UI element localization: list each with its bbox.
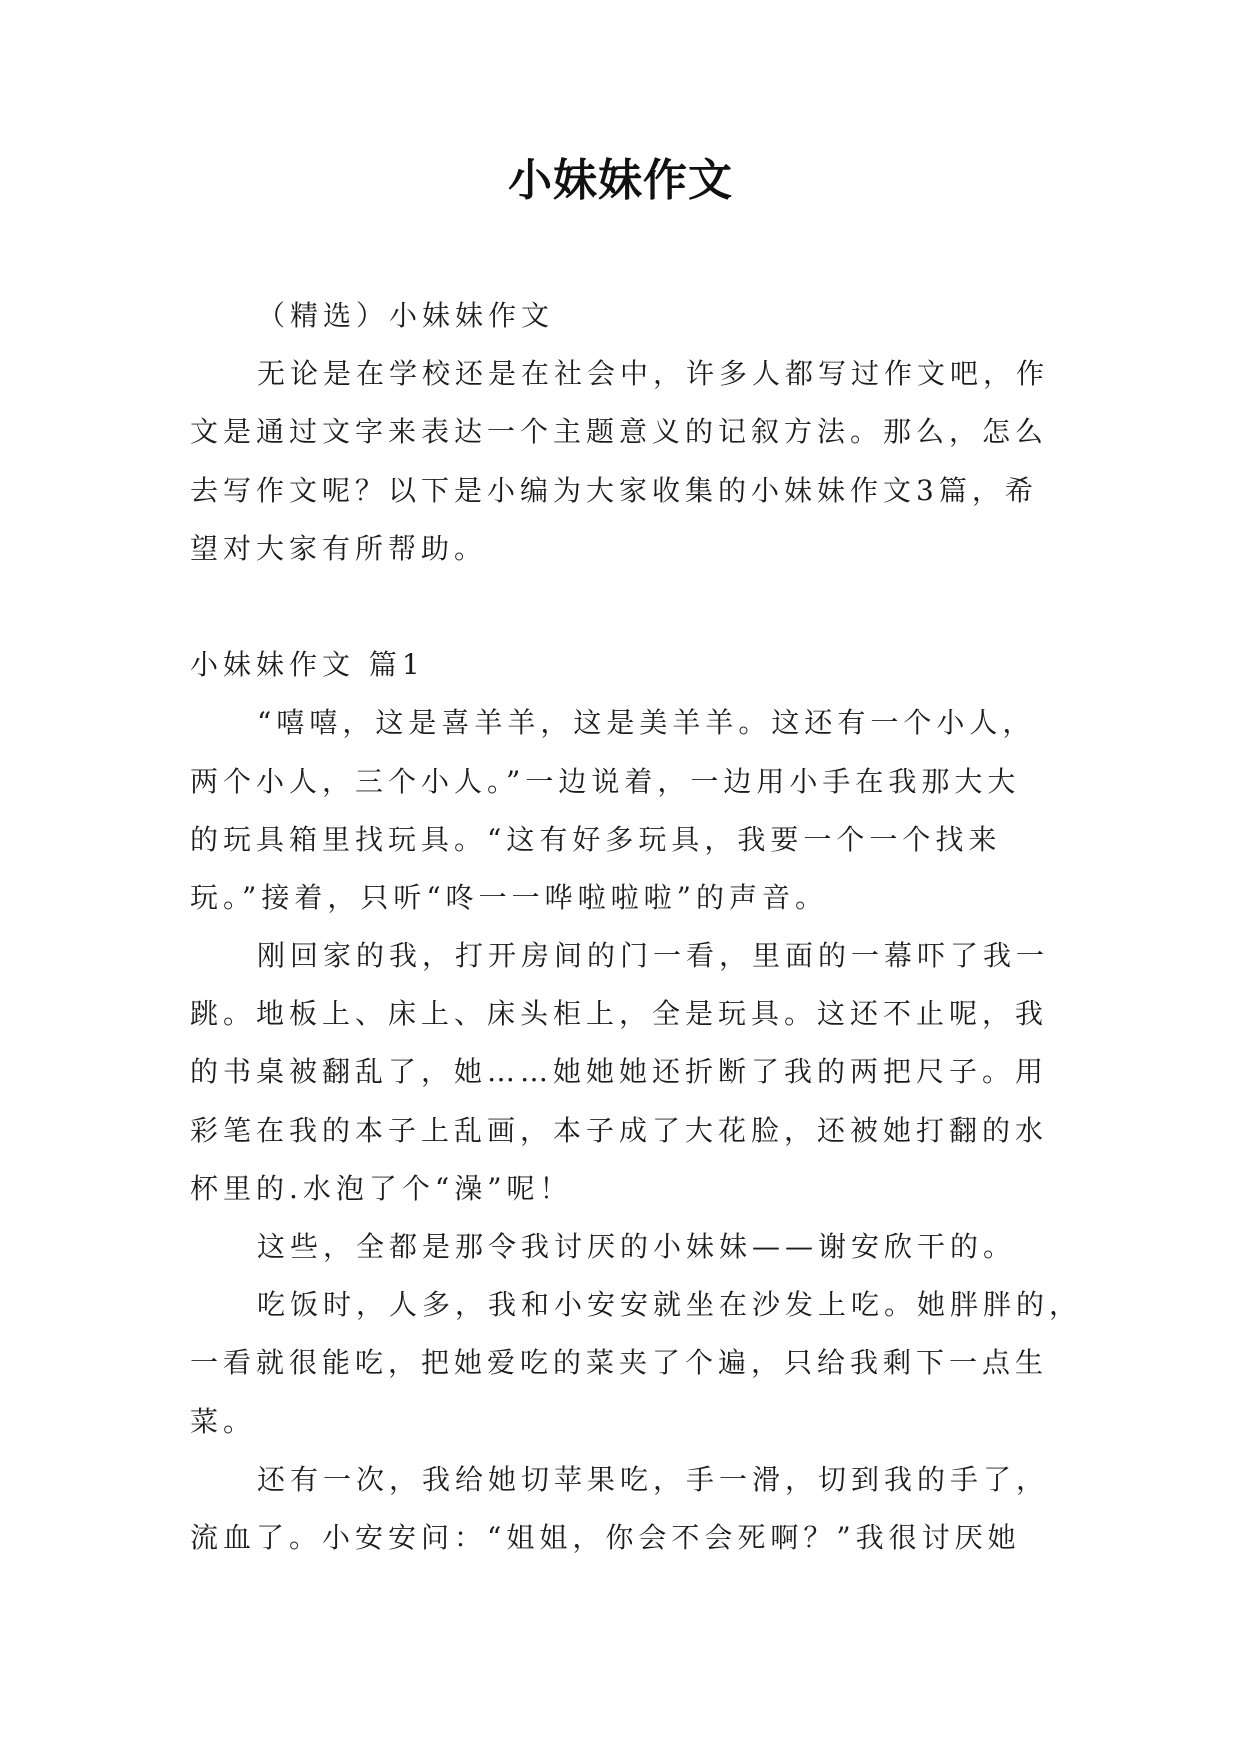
paragraph — [190, 345, 1090, 578]
paragraph-line: 两个小人，三个小人。”一边说着，一边用小手在我那大大 — [190, 764, 1021, 798]
document-body — [190, 287, 1090, 1567]
paragraph — [190, 1276, 1090, 1451]
intro-label: （精选）小妹妹作文 — [257, 299, 555, 332]
paragraph-line: 刚回家的我，打开房间的门一看，里面的一幕吓了我一 — [257, 939, 1050, 973]
paragraph-line: “嘻嘻，这是喜羊羊，这是美羊羊。这还有一个小人， — [257, 706, 1036, 740]
paragraph — [190, 927, 1090, 1218]
paragraph-line: 文是通过文字来表达一个主题意义的记叙方法。那么，怎么 — [190, 415, 1049, 449]
paragraph-line: 无论是在学校还是在社会中，许多人都写过作文吧，作 — [257, 357, 1050, 391]
paragraph-line: 的玩具箱里找玩具。“这有好多玩具，我要一个一个找来 — [190, 822, 1002, 856]
paragraph-line: 菜。 — [190, 1404, 257, 1438]
paragraph-line: 流血了。小安安问：“姐姐，你会不会死啊？”我很讨厌她 — [190, 1520, 1021, 1554]
intro-section — [190, 287, 1090, 578]
paragraph — [190, 1451, 1090, 1567]
paragraph-line: 还有一次，我给她切苹果吃，手一滑，切到我的手了， — [257, 1462, 1050, 1496]
paragraph-line: 彩笔在我的本子上乱画，本子成了大花脸，还被她打翻的水 — [190, 1113, 1049, 1147]
paragraph-line: 杯里的.水泡了个“澡”呢！ — [190, 1171, 573, 1205]
paragraph-line: 这些，全都是那令我讨厌的小妹妹——谢安欣干的。 — [257, 1230, 1017, 1263]
document-title: 小妹妹作文 — [508, 155, 733, 206]
article-section — [190, 636, 1090, 1567]
paragraph-line: 玩。”接着，只听“咚一一哗啦啦啦”的声音。 — [190, 880, 828, 914]
paragraph-line: 跳。地板上、床上、床头柜上，全是玩具。这还不止呢，我 — [190, 997, 1049, 1031]
paragraph-line: 望对大家有所帮助。 — [190, 531, 488, 565]
paragraph — [190, 694, 1090, 927]
blank-line — [190, 578, 1090, 636]
paragraph — [190, 1218, 1090, 1276]
paragraph-line: 的书桌被翻乱了，她……她她她还折断了我的两把尺子。用 — [190, 1055, 1049, 1089]
paragraph-line: 一看就很能吃，把她爱吃的菜夹了个遍，只给我剩下一点生 — [190, 1346, 1049, 1380]
paragraph-line: 吃饭时，人多，我和小安安就坐在沙发上吃。她胖胖的， — [257, 1288, 1083, 1322]
paragraph-line: 去写作文呢？以下是小编为大家收集的小妹妹作文3篇，希 — [190, 473, 1038, 507]
section-heading: 小妹妹作文 篇1 — [190, 648, 425, 682]
